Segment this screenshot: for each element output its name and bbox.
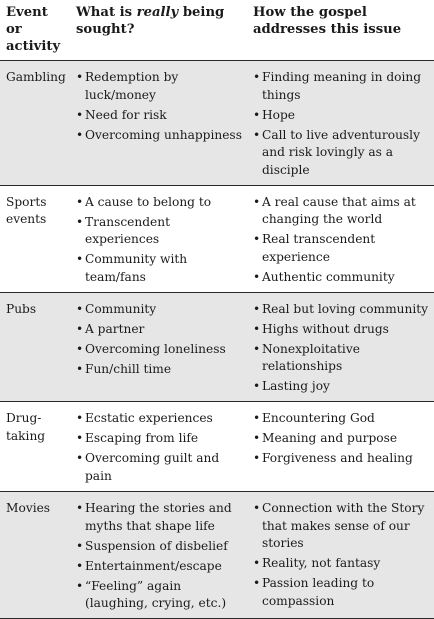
list-item: • Meaning and purpose: [253, 430, 432, 448]
activity-cell: Sports events: [0, 185, 70, 292]
activity-cell: Pubs: [0, 292, 70, 402]
list-item: • Transcendent experiences: [76, 214, 245, 249]
list-item: • Call to live adventurously and risk lovingly as a disciple: [253, 127, 432, 180]
list-item: • Real but loving community: [253, 301, 432, 319]
list-item: • Reality, not fantasy: [253, 555, 432, 573]
list-item: • Escaping from life: [76, 430, 245, 448]
list-item: • Hope: [253, 107, 432, 125]
list-item: • A partner: [76, 321, 245, 339]
list-item: • Finding meaning in doing things: [253, 69, 432, 104]
table-row: [0, 61, 434, 186]
sought-cell: [70, 61, 247, 186]
list-item: • Connection with the Story that makes sense of our stories: [253, 500, 432, 553]
activity-cell: Gambling: [0, 61, 70, 186]
gospel-cell: [247, 292, 434, 402]
header-really-sought-pre: What is: [76, 5, 137, 20]
list-item: • Suspension of disbelief: [76, 538, 245, 556]
list-item: • Fun/chill time: [76, 361, 245, 379]
list-item: • Authentic community: [253, 269, 432, 287]
list-item: • A cause to belong to: [76, 194, 245, 212]
list-item: • Lasting joy: [253, 378, 432, 396]
list-item: • Overcoming unhappiness: [76, 127, 245, 145]
list-item: • Overcoming guilt and pain: [76, 450, 245, 485]
header-row: [0, 0, 434, 61]
sought-cell: [70, 491, 247, 618]
table-row: [0, 491, 434, 618]
header-really-sought-post: being sought?: [76, 5, 225, 37]
gospel-cell: [247, 491, 434, 618]
list-item: • Real transcendent experience: [253, 231, 432, 266]
header-gospel-addresses: How the gospel addresses this issue: [247, 0, 434, 61]
sought-cell: [70, 402, 247, 492]
sought-cell: [70, 185, 247, 292]
list-item: • A real cause that aims at changing the world: [253, 194, 432, 229]
list-item: • Community with team/fans: [76, 251, 245, 286]
table-row: [0, 292, 434, 402]
list-item: • Entertainment/escape: [76, 558, 245, 576]
list-item: • Encountering God: [253, 410, 432, 428]
list-item: • Need for risk: [76, 107, 245, 125]
list-item: • Community: [76, 301, 245, 319]
list-item: • Overcoming loneliness: [76, 341, 245, 359]
activity-cell: Drug-taking: [0, 402, 70, 492]
list-item: • Passion leading to compassion: [253, 575, 432, 610]
gospel-cell: [247, 61, 434, 186]
table-row: [0, 402, 434, 492]
table-row: [0, 185, 434, 292]
gospel-cell: [247, 402, 434, 492]
gospel-cell: [247, 185, 434, 292]
list-item: • “Feeling” again (laughing, crying, etc.): [76, 578, 245, 613]
list-item: • Forgiveness and healing: [253, 450, 432, 468]
list-item: • Hearing the stories and myths that shape life: [76, 500, 245, 535]
list-item: • Redemption by luck/money: [76, 69, 245, 104]
header-really-sought: [70, 0, 247, 61]
activity-cell: Movies: [0, 491, 70, 618]
list-item: • Highs without drugs: [253, 321, 432, 339]
list-item: • Ecstatic experiences: [76, 410, 245, 428]
list-item: • Nonexploitative relationships: [253, 341, 432, 376]
header-event-activity: Event or activity: [0, 0, 70, 61]
sought-cell: [70, 292, 247, 402]
header-really-emphasis: really: [136, 5, 179, 20]
